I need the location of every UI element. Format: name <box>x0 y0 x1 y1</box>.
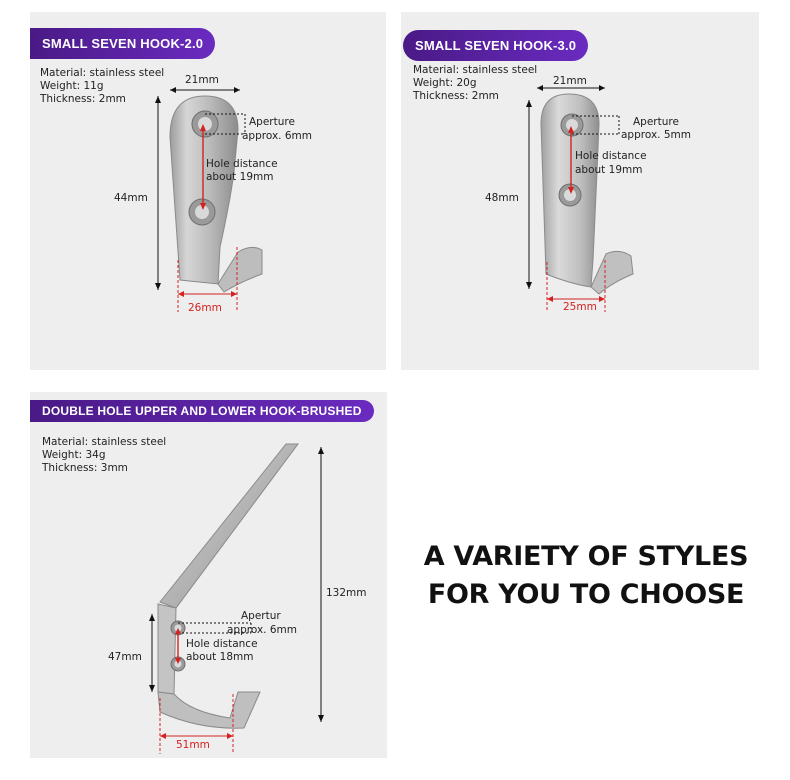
hole-distance-label: Hole distance <box>186 638 258 650</box>
product-title-badge: SMALL SEVEN HOOK-3.0 <box>403 30 588 61</box>
spec-thickness: Thickness: 3mm <box>42 462 128 474</box>
total-height-label: 132mm <box>326 587 367 599</box>
hook-lip <box>218 247 262 292</box>
upper-arm <box>160 444 298 608</box>
back-plate <box>158 604 176 694</box>
spec-weight: Weight: 11g <box>40 80 104 92</box>
product-title-badge: SMALL SEVEN HOOK-2.0 <box>30 28 215 59</box>
hook-2-illustration <box>30 12 386 370</box>
aperture-label: Aperture <box>633 116 679 128</box>
height-label: 44mm <box>114 192 148 204</box>
spec-material: Material: stainless steel <box>42 436 167 448</box>
aperture-size-label: approx. 6mm <box>227 624 297 636</box>
spec-weight: Weight: 34g <box>42 449 106 461</box>
bottom-width-label: 25mm <box>563 301 597 313</box>
aperture-size-label: approx. 5mm <box>621 129 691 141</box>
spec-list <box>40 67 164 106</box>
headline-line-2: FOR YOU TO CHOOSE <box>427 579 745 610</box>
product-title-badge: DOUBLE HOLE UPPER AND LOWER HOOK-BRUSHED <box>30 400 374 422</box>
hole-distance-value: about 19mm <box>575 164 643 176</box>
product-panel-seven-hook-2 <box>30 12 386 370</box>
spec-thickness: Thickness: 2mm <box>413 90 499 102</box>
hole-distance-label: Hole distance <box>575 150 647 162</box>
promo-headline <box>410 538 762 614</box>
top-width-label: 21mm <box>185 74 219 86</box>
spec-list <box>42 436 166 475</box>
spec-material: Material: stainless steel <box>40 67 165 79</box>
hook-lip <box>591 251 633 294</box>
top-width-label: 21mm <box>553 75 587 87</box>
product-panel-seven-hook-3 <box>401 12 759 370</box>
spec-weight: Weight: 20g <box>413 77 477 89</box>
spec-list <box>413 64 537 103</box>
bottom-width-label: 26mm <box>188 302 222 314</box>
hole-distance-label: Hole distance <box>206 158 278 170</box>
spec-thickness: Thickness: 2mm <box>40 93 126 105</box>
bottom-width-label: 51mm <box>176 739 210 751</box>
aperture-label: Aperture <box>249 116 295 128</box>
lower-hook <box>158 692 260 728</box>
headline-line-1: A VARIETY OF STYLES <box>423 541 749 572</box>
height-label: 48mm <box>485 192 519 204</box>
hole-distance-value: about 19mm <box>206 171 274 183</box>
aperture-label: Apertur <box>241 610 281 622</box>
lower-height-label: 47mm <box>108 651 142 663</box>
aperture-size-label: approx. 6mm <box>242 130 312 142</box>
product-panel-double-hole-hook <box>30 392 387 758</box>
hole-distance-value: about 18mm <box>186 651 254 663</box>
spec-material: Material: stainless steel <box>413 64 538 76</box>
